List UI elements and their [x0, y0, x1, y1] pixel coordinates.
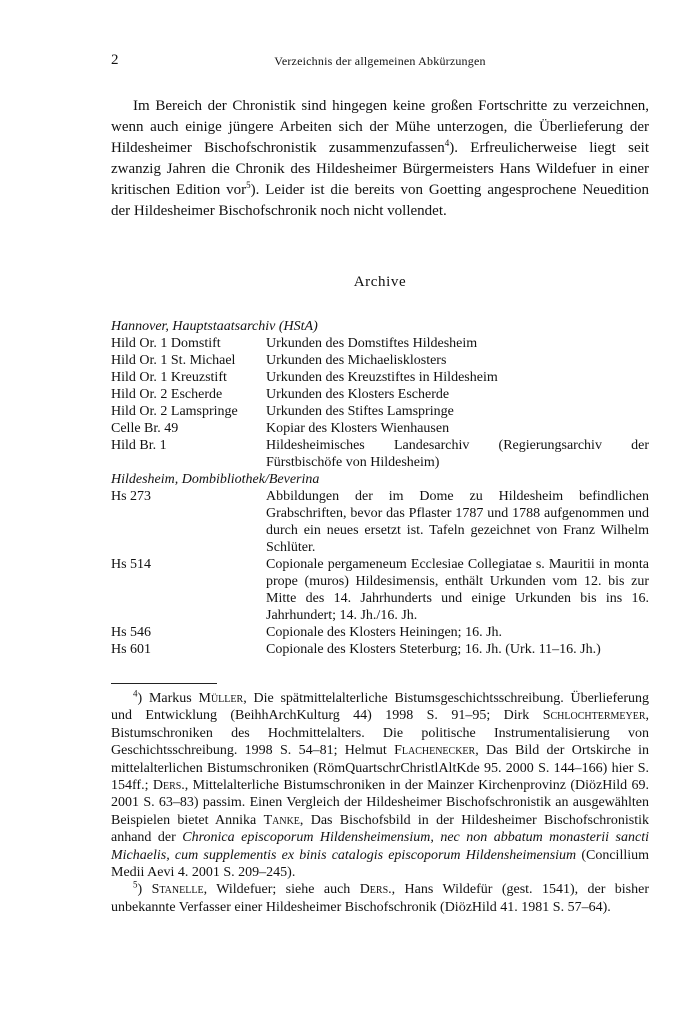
footnote-text: , Die spätmittelalterliche Bistumsgeschichtsschreibung. Überlieferung und Entwicklung (BeihhArchKulturg 44) 1998 S. 91–95; Dirk	[111, 691, 650, 724]
shelfmark: Hild Or. 2 Escherde	[111, 387, 223, 402]
running-title: Verzeichnis der allgemeinen Abkürzungen	[274, 54, 486, 68]
footnote-text: , Bistumschroniken des Hochmittelalters. Die politische Instrumentalisierung von Geschichtsschreibung. 1998 S. 54–81; Helmut	[111, 708, 649, 759]
footnote-text: , Hans Wildefür (gest. 1541), der bisher unbekannte Verfasser einer Hildesheimer Bischofschronik (DiözHild 41. 1981 S. 57–64).	[111, 882, 650, 915]
footnote-mark: 5	[133, 879, 138, 890]
footnote-text: (Concillium Medii Aevi 4. 2001 S. 209–245).	[111, 847, 649, 881]
footnote-text: , Wildefuer; siehe auch	[203, 882, 360, 898]
footnote-text: , Mittelalterliche Bistumschroniken in der Mainzer Kirchenprovinz (DiözHild 69. 2001 S. 63–83) passim. Einen Vergleich der Hildesheimer Bischofschronistik an ausgewählten Beispielen bietet Annika	[111, 778, 649, 828]
archive-entry	[111, 403, 649, 420]
entry-description: Abbildungen der im Dome zu Hildesheim befindlichen Grabschriften, bevor das Pflaster 1787 und 1788 aufgenommen und durch ein neues ersetzt ist. Tafeln gezeichnet von Franz Wilhelm Schlüter.	[266, 489, 649, 555]
footnote-ref-4[interactable]: 4	[444, 138, 450, 148]
footnote-ref-5[interactable]: 5	[246, 180, 251, 190]
author-name: Tanke	[263, 812, 300, 828]
shelfmark: Hild Br. 1	[111, 438, 167, 453]
work-title: Chronica episcoporum Hildensheimensium, nec non abbatum monasterii sancti Michaelis, cum supplementis ex binis catalogis episcoporum Hildensheimensium	[111, 830, 649, 863]
shelfmark: Hild Or. 1 Kreuzstift	[111, 370, 227, 385]
entry-description: Copionale des Klosters Steterburg; 16. Jh. (Urk. 11–16. Jh.)	[266, 642, 601, 657]
page-number: 2	[111, 52, 119, 68]
archive-list	[111, 318, 649, 658]
entry-description: Urkunden des Stiftes Lamspringe	[266, 404, 454, 419]
author-name: Flachenecker	[394, 743, 476, 759]
shelfmark: Hs 601	[111, 642, 152, 657]
page-header	[111, 52, 649, 72]
archive-entry	[111, 369, 649, 386]
footnote-text: , Das Bild der Ortskirche in mittelalterlichen Bistumschroniken (RömQuartschrChristlAltKde 95. 2000 S. 144–166) hier S. 154ff.;	[111, 743, 649, 794]
author-name: Schlochtermeyer	[542, 708, 646, 724]
shelfmark: Hild Or. 2 Lamspringe	[111, 404, 238, 419]
footnote-text: ) Markus	[137, 691, 199, 706]
archive-group-title: Hannover, Hauptstaatsarchiv (HStA)	[111, 319, 318, 334]
archive-entry	[111, 556, 649, 624]
intro-text-3: ). Leider ist die bereits von Goetting angesprochene Neuedition der Hildesheimer Bischofschronik noch nicht vollendet.	[111, 182, 649, 219]
entry-description: Hildesheimisches Landesarchiv (Regierungsarchiv der Fürstbischöfe von Hildesheim)	[266, 438, 649, 470]
archive-entry	[111, 386, 649, 403]
entry-description: Copionale des Klosters Heiningen; 16. Jh.	[266, 625, 503, 640]
shelfmark: Hs 514	[111, 557, 152, 572]
entry-description: Urkunden des Kreuzstiftes in Hildesheim	[266, 370, 498, 385]
archive-entry	[111, 624, 649, 641]
archive-entry	[111, 335, 649, 352]
archive-entry	[111, 437, 649, 471]
shelfmark: Celle Br. 49	[111, 421, 179, 436]
entry-description: Copionale pergameneum Ecclesiae Collegiatae s. Mauritii in monta prope (muros) Hildesimensis, enthält Urkunden vom 12. bis zur Mitte des 14. Jahrhunderts und einige Urkunden bis ins 16. Jahrhundert; 14. Jh./16. Jh.	[266, 557, 649, 623]
footnotes	[111, 690, 649, 916]
footnote-text: , Das Bischofsbild in der Hildesheimer Bischofschronistik anhand der	[111, 812, 650, 846]
archive-group-title: Hildesheim, Dombibliothek/Beverina	[111, 472, 320, 487]
intro-paragraph	[111, 96, 649, 222]
shelfmark: Hs 546	[111, 625, 152, 640]
author-name: Stanelle	[151, 882, 204, 898]
shelfmark: Hild Or. 1 St. Michael	[111, 353, 236, 368]
author-name: Ders.	[359, 882, 392, 898]
author-name: Ders.	[152, 778, 185, 794]
footnote-4	[111, 690, 649, 881]
archive-entry	[111, 641, 649, 658]
entry-description: Urkunden des Domstiftes Hildesheim	[266, 336, 478, 351]
entry-description: Urkunden des Michaelisklosters	[266, 353, 447, 368]
entry-description: Urkunden des Klosters Escherde	[266, 387, 450, 402]
archive-group	[111, 318, 649, 471]
intro-text-2: ). Erfreulicherweise liegt seit zwanzig Jahren die Chronik des Hildesheimer Bürgermeisters Hans Wildefuer in einer kritischen Edition vor	[111, 140, 649, 198]
entry-description: Kopiar des Klosters Wienhausen	[266, 421, 450, 436]
author-name: Müller	[198, 691, 244, 706]
footnote-5	[111, 881, 649, 916]
footnote-mark: 4	[133, 688, 138, 699]
section-title: Archive	[353, 274, 407, 290]
shelfmark: Hs 273	[111, 489, 152, 504]
footnote-divider	[111, 683, 217, 684]
footnote-text: )	[137, 882, 152, 898]
archive-entry	[111, 420, 649, 437]
shelfmark: Hild Or. 1 Domstift	[111, 336, 221, 351]
archive-entry	[111, 352, 649, 369]
intro-text-1: Im Bereich der Chronistik sind hingegen keine großen Fortschritte zu verzeichnen, wenn auch einige jüngere Arbeiten sich der Mühe unterzogen, die Überlieferung der Hildesheimer Bischofschronistik zusammenzufassen	[111, 98, 649, 156]
archive-group	[111, 471, 649, 658]
archive-entry	[111, 488, 649, 556]
